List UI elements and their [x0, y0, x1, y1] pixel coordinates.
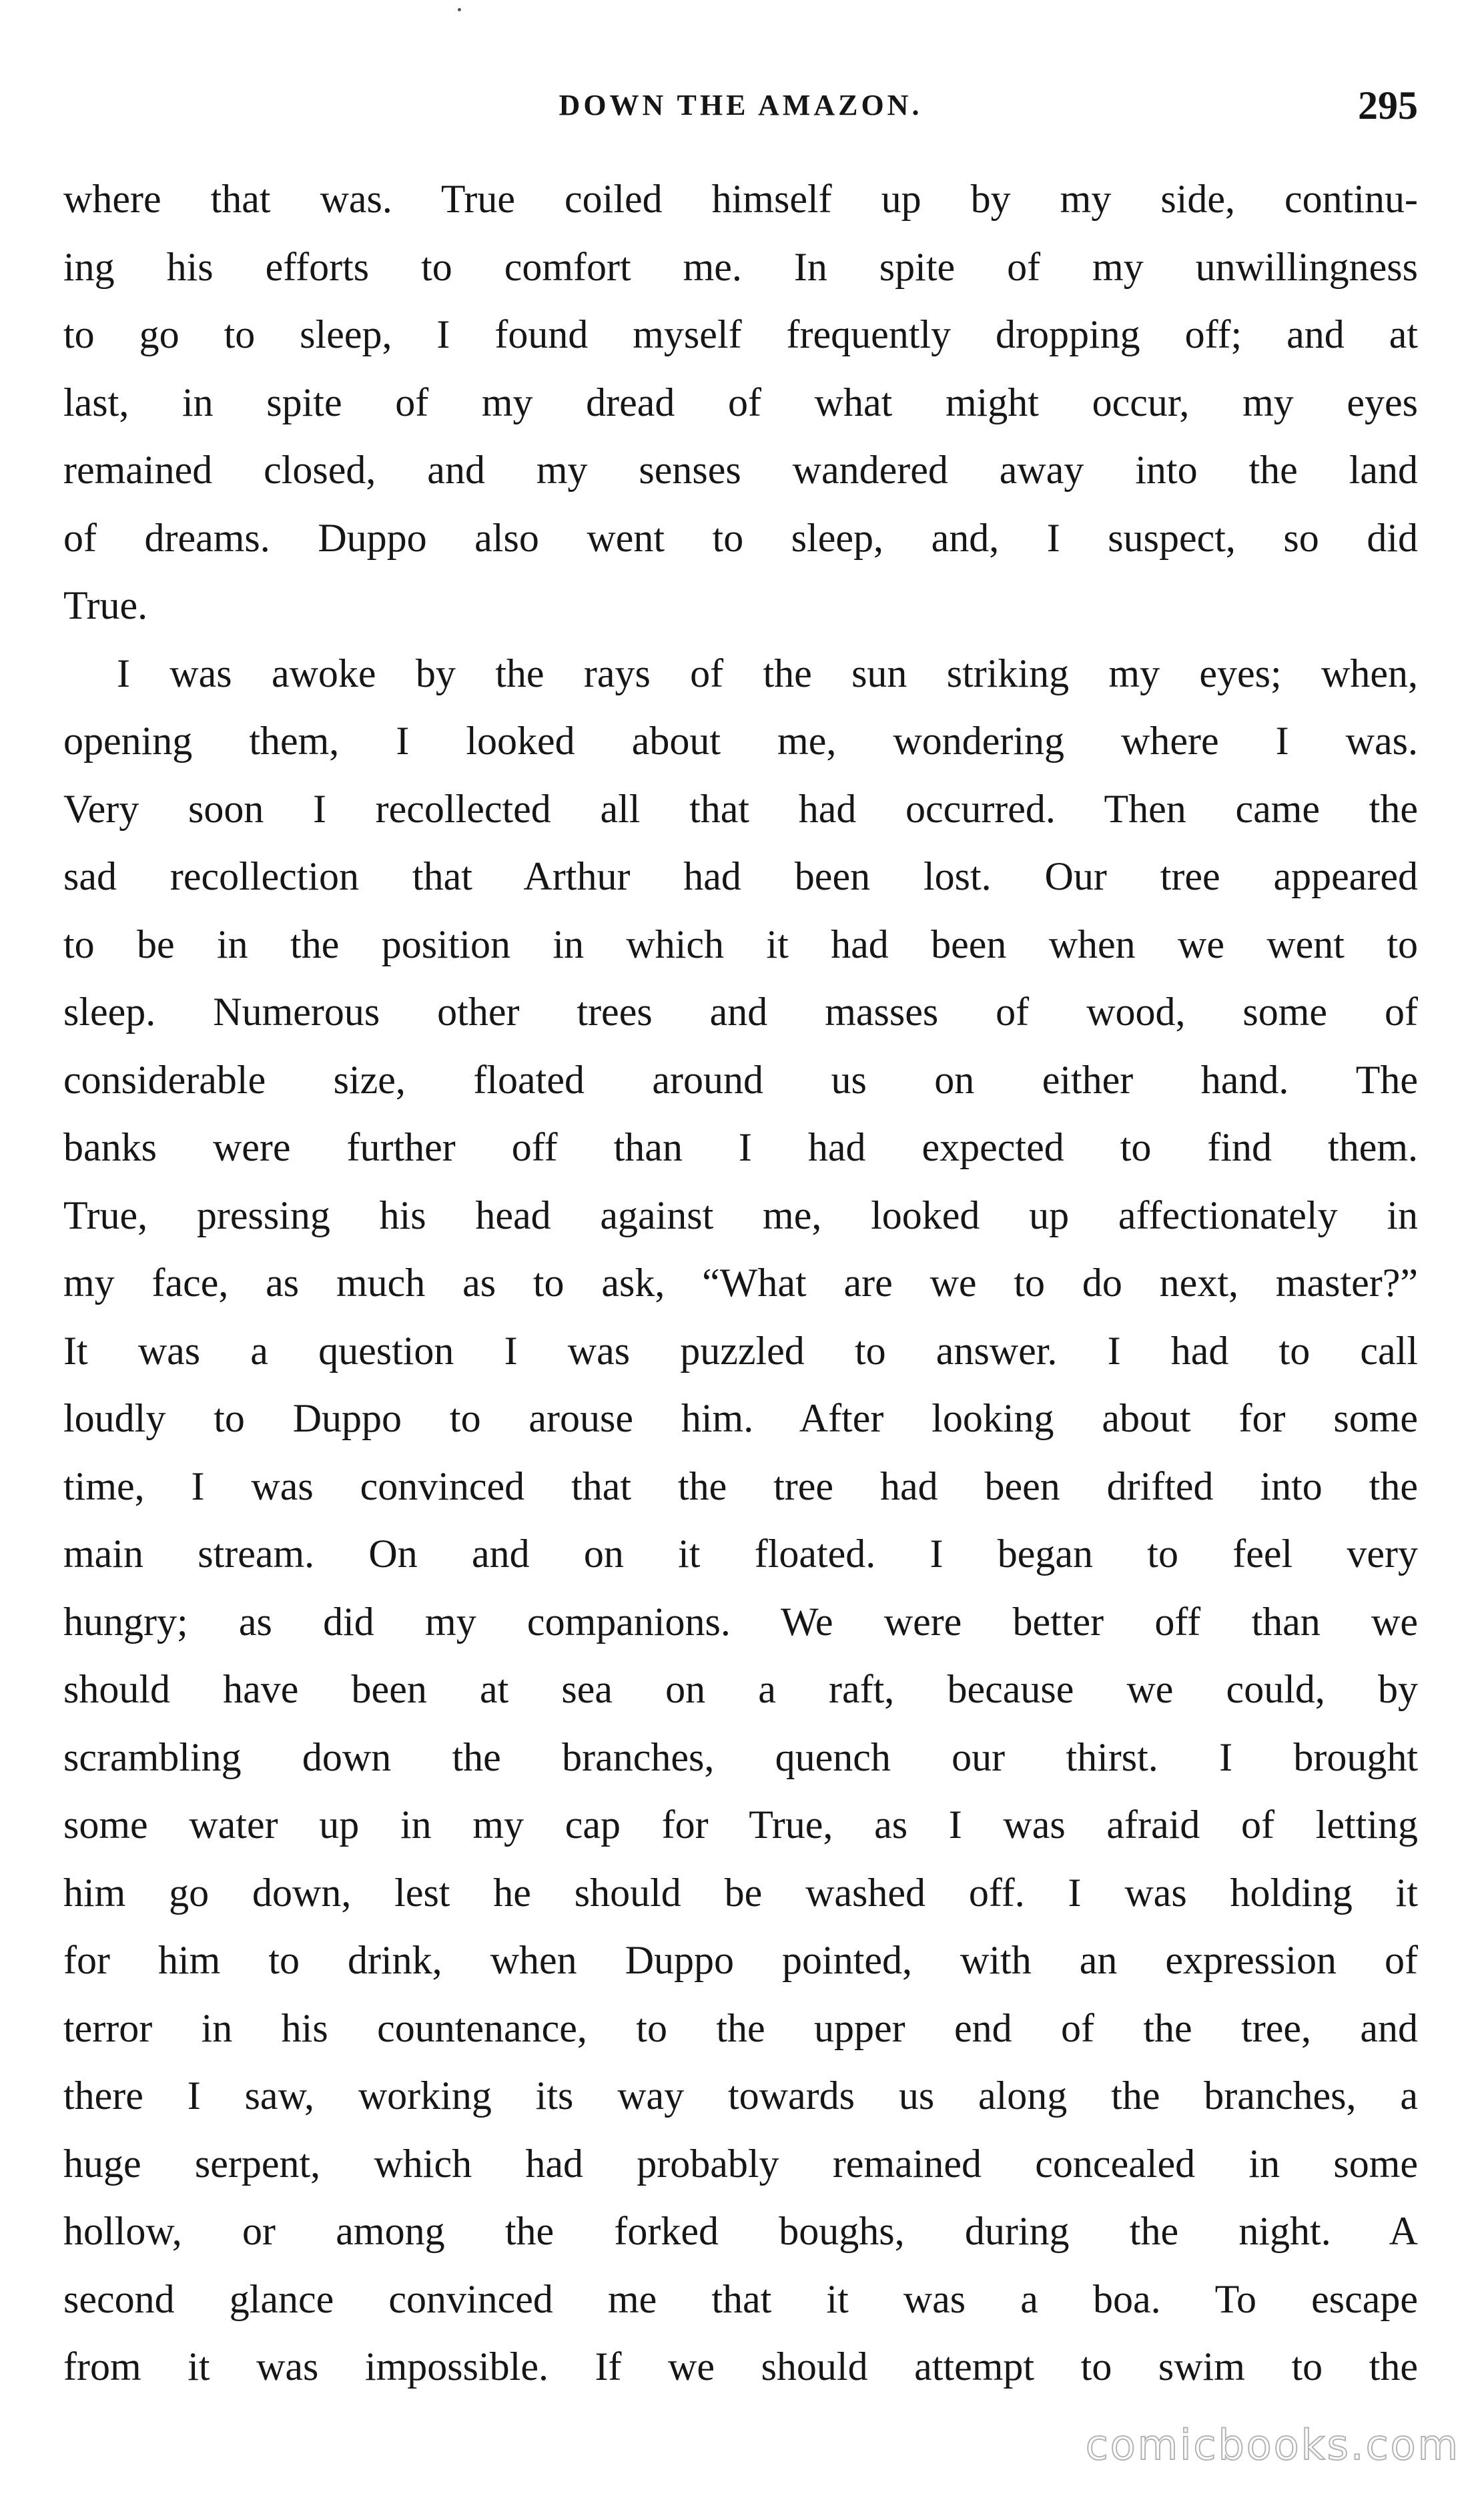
- text-line: True, pressing his head against me, looked up affectionately in: [63, 1193, 1418, 1237]
- text-line: huge serpent, which had probably remained concealed in some: [63, 2141, 1418, 2186]
- page-number: 295: [1358, 83, 1418, 127]
- text-line: there I saw, working its way towards us along the branches, a: [63, 2074, 1418, 2118]
- text-line: where that was. True coiled himself up by my side, continu-: [63, 177, 1418, 221]
- ink-speck: [458, 8, 461, 11]
- text-line: from it was impossible. If we should attempt to swim to the: [63, 2345, 1418, 2389]
- text-line: considerable size, floated around us on either hand. The: [63, 1057, 1418, 1102]
- watermark: comicbooks.com: [1085, 2421, 1460, 2469]
- text-line: of dreams. Duppo also went to sleep, and, I suspect, so did: [63, 515, 1418, 560]
- text-line: scrambling down the branches, quench our thirst. I brought: [63, 1735, 1418, 1779]
- text-line: banks were further off than I had expected to find them.: [63, 1125, 1418, 1169]
- running-head: DOWN THE AMAZON.: [559, 89, 923, 121]
- text-line: ing his efforts to comfort me. In spite of my unwillingness: [63, 244, 1418, 289]
- page-header: [63, 79, 1418, 132]
- text-line-paragraph-end: True.: [63, 583, 148, 627]
- text-line: loudly to Duppo to arouse him. After looking about for some: [63, 1396, 1418, 1440]
- text-line: time, I was convinced that the tree had been drifted into the: [63, 1464, 1418, 1508]
- text-line: him go down, lest he should be washed off. I was holding it: [63, 1870, 1418, 1915]
- text-line: Very soon I recollected all that had occurred. Then came the: [63, 786, 1418, 831]
- text-line: remained closed, and my senses wandered away into the land: [63, 448, 1418, 492]
- text-line: terror in his countenance, to the upper end of the tree, and: [63, 2005, 1418, 2050]
- text-line: It was a question I was puzzled to answer. I had to call: [63, 1328, 1418, 1373]
- text-line: main stream. On and on it floated. I began to feel very: [63, 1532, 1418, 1576]
- text-line: hollow, or among the forked boughs, during the night. A: [63, 2209, 1418, 2253]
- text-line: opening them, I looked about me, wondering where I was.: [63, 719, 1418, 763]
- text-line: sad recollection that Arthur had been lost. Our tree appeared: [63, 854, 1418, 898]
- text-line: second glance convinced me that it was a boa. To escape: [63, 2276, 1418, 2321]
- text-line: to be in the position in which it had been when we went to: [63, 922, 1418, 966]
- text-line: should have been at sea on a raft, because we could, by: [63, 1667, 1418, 1711]
- text-line: to go to sleep, I found myself frequently dropping off; and at: [63, 312, 1418, 356]
- body-text: [63, 166, 1418, 2401]
- text-line-paragraph-start: I was awoke by the rays of the sun striking my eyes; when,: [117, 651, 1418, 695]
- text-line: some water up in my cap for True, as I was afraid of letting: [63, 1803, 1418, 1847]
- text-line: my face, as much as to ask, “What are we to do next, master?”: [63, 1261, 1418, 1305]
- text-line: for him to drink, when Duppo pointed, with an expression of: [63, 1938, 1418, 1982]
- text-line: sleep. Numerous other trees and masses of wood, some of: [63, 990, 1418, 1034]
- text-line: last, in spite of my dread of what might occur, my eyes: [63, 380, 1418, 424]
- text-line: hungry; as did my companions. We were better off than we: [63, 1599, 1418, 1644]
